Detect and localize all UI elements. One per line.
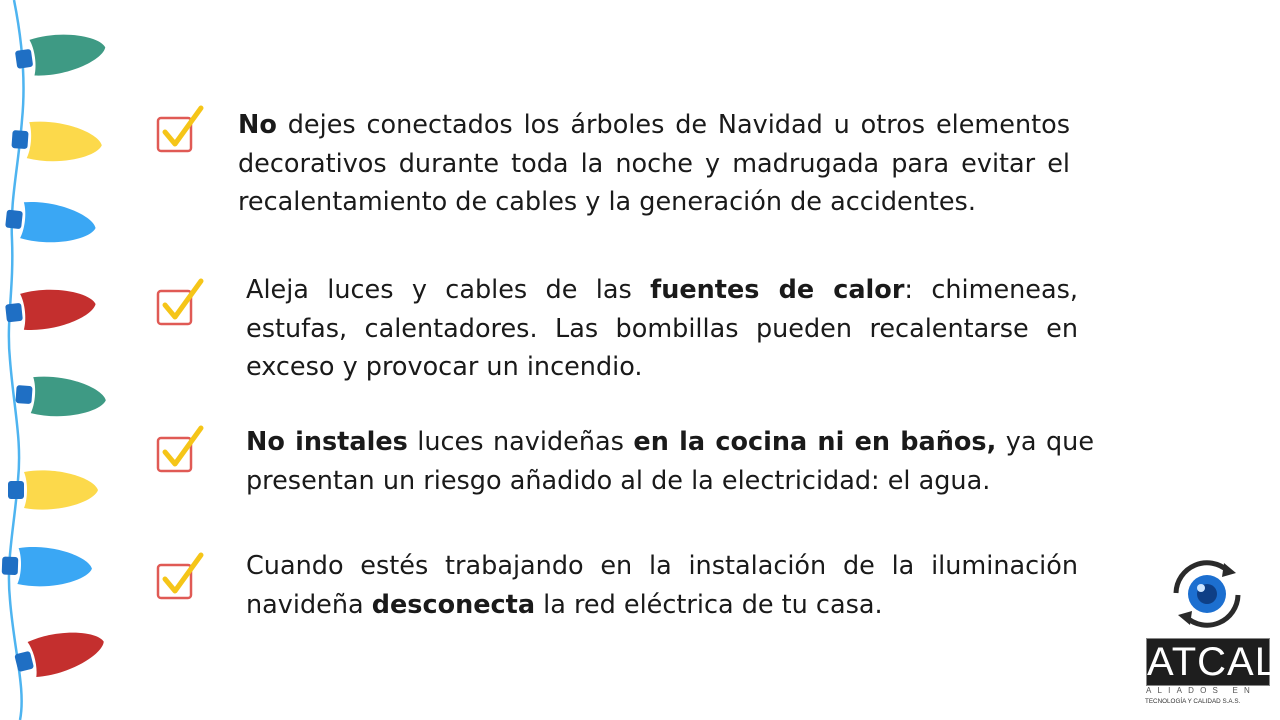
checkbox-check-icon [153,551,205,603]
tip-4-pre: Cuando estés trabajando en la instalación de la iluminación navideña [246,551,1078,620]
tip-4-rest: la red eléctrica de tu casa. [535,589,883,620]
tip-4-bold: desconecta [371,589,536,620]
tip-2-rest: : chimeneas, estufas, calentadores. Las bombillas pueden recalentarse en exceso y provocar un incendio. [246,275,1079,382]
christmas-lights-garland [0,0,120,720]
tip-1-rest: dejes conectados los árboles de Navidad u otros elementos decorativos durante toda la noche y madrugada para evitar el recalentamiento de cables y la generación de accidentes. [238,110,1070,217]
logo-tagline-1: ALIADOS EN [1146,686,1257,695]
tip-3-mid: luces navideñas [407,427,634,457]
christmas-light-bulb-icon [13,28,108,79]
tip-3-bold-2: en la cocina ni en baños, [633,427,997,457]
tip-text-1 [238,106,1070,222]
tip-text-2 [246,271,1078,387]
christmas-light-bulb-icon [1,546,92,588]
garland-wire [9,0,24,720]
logo-wordmark: ATCAL [1147,640,1278,684]
christmas-light-bulb-icon [11,119,104,164]
tip-2-pre: Aleja luces y cables de las [246,275,651,305]
christmas-light-bulb-icon [4,285,98,333]
tip-text-4 [246,547,1078,624]
christmas-light-bulb-icon [15,374,108,419]
tip-text-3 [246,423,1094,500]
atcal-logo [1140,555,1278,715]
checkbox-check-icon [153,104,205,156]
checkbox-check-icon [153,424,205,476]
tip-3-rest: ya que presentan un riesgo añadido al de la electricidad: el agua. [246,427,1095,496]
atcal-eye-logo-icon [1162,557,1252,631]
checkbox-check-icon [153,277,205,329]
christmas-light-bulb-icon [12,623,109,683]
tip-1-bold: No [238,110,277,140]
christmas-light-bulb-icon [4,199,98,247]
tip-2-bold: fuentes de calor [650,275,905,305]
logo-tagline-2: TECNOLOGÍA Y CALIDAD S.A.S. [1145,698,1241,705]
christmas-light-bulb-icon [8,470,98,509]
tip-3-bold: No instales [246,427,408,457]
